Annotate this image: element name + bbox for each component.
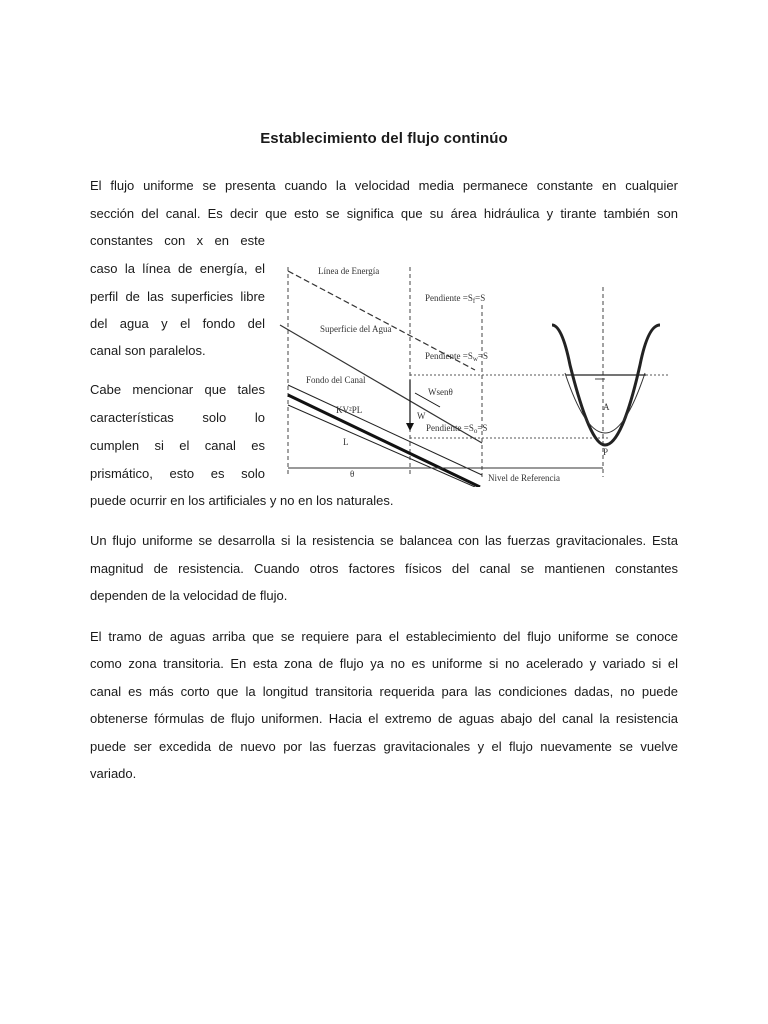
paragraph-2-line-1: Cabe mencionar que tales xyxy=(90,382,265,397)
label-kv: KV²PL xyxy=(336,405,363,415)
label-wsen: Wsenθ xyxy=(428,387,453,397)
label-water-surface: Superficie del Agua xyxy=(320,324,392,334)
paragraph-1-line-1: El flujo uniforme se presenta cuando la velocidad media permanece constante en cualquier xyxy=(90,178,678,193)
label-datum: Nivel de Referencia xyxy=(488,473,560,483)
paragraph-4-line-6: variado. xyxy=(90,766,137,781)
paragraph-4-line-5: puede ser excedida de nuevo por las fuerzas gravitacionales y el flujo nuevamente se vuelve xyxy=(90,739,678,754)
channel-flow-figure xyxy=(270,255,670,487)
paragraph-1-line-2: sección del canal. Es decir que esto se significa que su área hidráulica y tirante también son xyxy=(90,206,678,221)
paragraph-2-line-2: características solo lo xyxy=(90,410,265,425)
label-slope-bottom: Pendiente $=S_o=S$ xyxy=(426,423,488,435)
label-theta: θ xyxy=(350,469,355,479)
page-title: Establecimiento del flujo continúo xyxy=(260,130,508,147)
paragraph-2-line-3: cumplen si el canal es xyxy=(90,438,265,453)
label-channel-bottom: Fondo del Canal xyxy=(306,375,366,385)
paragraph-4-line-3: canal es más corto que la longitud transitoria requerida para las condiciones dadas, no puede xyxy=(90,684,678,699)
label-energy-line: Línea de Energía xyxy=(318,266,380,276)
paragraph-3-line-2: magnitud de resistencia. Cuando otros factores físicos del canal se mantienen constantes xyxy=(90,561,678,576)
label-perimeter: P xyxy=(603,447,609,457)
paragraph-4-line-1: El tramo de aguas arriba que se requiere para el establecimiento del flujo uniforme se conoce xyxy=(90,629,678,644)
paragraph-4-line-4: obtenerse fórmulas de flujo uniformen. Hacia el extremo de aguas abajo del canal la resistencia xyxy=(90,711,678,726)
channel-flow-diagram xyxy=(270,255,670,487)
paragraph-1-line-5: perfil de las superficies libre xyxy=(90,289,265,304)
paragraph-1-line-7: canal son paralelos. xyxy=(90,343,206,358)
paragraph-2-line-5: puede ocurrir en los artificiales y no en los naturales. xyxy=(90,493,394,508)
paragraph-2-line-4: prismático, esto es solo xyxy=(90,466,265,481)
paragraph-4-line-2: como zona transitoria. En esta zona de flujo ya no es uniforme si no acelerado y variado si el xyxy=(90,656,678,671)
paragraph-1-line-6: del agua y el fondo del xyxy=(90,316,265,331)
label-slope-water: Pendiente $=S_w=S$ xyxy=(425,351,488,363)
label-slope-energy: Pendiente $=S_f=S$ xyxy=(425,293,486,305)
paragraph-3-line-3: dependen de la velocidad de flujo. xyxy=(90,588,288,603)
paragraph-1-line-4: caso la línea de energía, el xyxy=(90,261,265,276)
paragraph-3-line-1: Un flujo uniforme se desarrolla si la resistencia se balancea con las fuerzas gravitacionales. Esta xyxy=(90,533,678,548)
label-l: L xyxy=(343,437,349,447)
paragraph-1-line-3: constantes con x en este xyxy=(90,233,265,248)
label-area: A xyxy=(603,402,610,412)
label-w: W xyxy=(417,411,426,421)
